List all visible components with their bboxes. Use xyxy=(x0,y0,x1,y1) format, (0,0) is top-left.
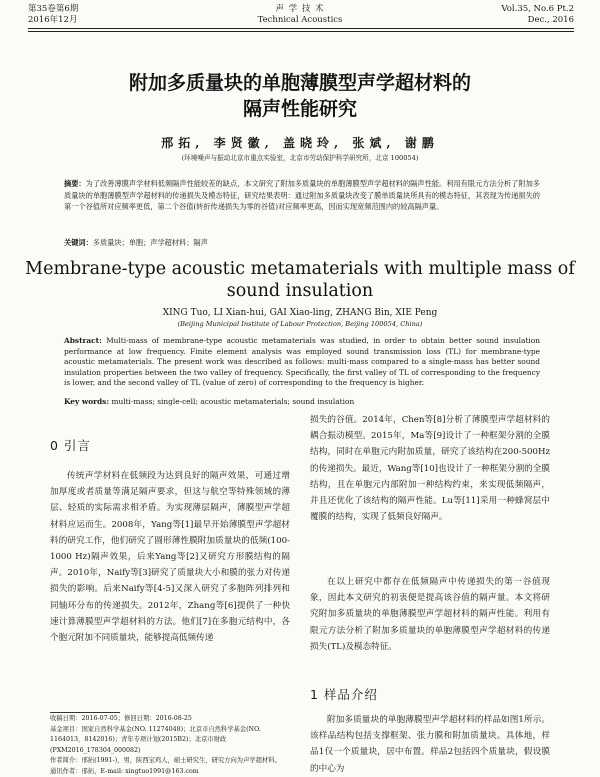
footnote-author: 作者简介：邢拓(1991-)，男，陕西宝鸡人，硕士研究生，研究方向为声学超材料。 xyxy=(50,756,290,767)
cn-abstract-label: 摘要： xyxy=(64,179,86,188)
en-abstract-label: Abstract: xyxy=(64,336,102,345)
cn-title-line1: 附加多质量块的单胞薄膜型声学超材料的 xyxy=(0,71,600,96)
cn-abstract xyxy=(64,178,540,213)
right-paragraph-2: 在以上研究中都存在低频隔声中传递损失的第一谷值现象，因此本文研究的初衷便是提高该谷值的隔声量。本文将研究附加多质量块的单胞薄膜型声学超材料的隔声性能。利用有限元方法分析了附加多质量块的单胞薄膜型声学超材料的传递损失(TL)及模态特征。 xyxy=(310,574,550,655)
en-affiliation: (Beijing Municipal Institute of Labour Protection, Beijing 100054, China) xyxy=(0,319,600,330)
cn-keywords xyxy=(64,237,540,249)
header-journal-en: Technical Acoustics xyxy=(0,15,600,26)
cn-abstract-text: 为了改善薄膜声学材料低频隔声性能较差的缺点，本文研究了附加多质量块的单胞薄膜型声学超材料的隔声性能。利用有限元方法分析了附加多质量块的单胞薄膜型声学超材料的传递损失及模态特征，研究结果表明：通过附加多质量块改变了膜单质量块所具有的模态特征，其表现为传递损失的第一个谷值所对应频率更低，第二个谷值(转折传递损失为零的谷值)对应频率更高，因而实现宽频范围内的较高隔声量。 xyxy=(64,179,540,211)
section-1-paragraph: 附加多质量块的单胞薄膜型声学超材料的样品如图1所示。该样品结构包括支撑框架、张力膜和附加质量块。具体地，样品1仅一个质量块，居中布置。样品2包括四个质量块，假设膜的中心为 xyxy=(310,712,550,777)
en-keywords-text: multi-mass; single-cell; acoustic metamaterials; sound insulation xyxy=(111,397,354,406)
cn-authors: 邢拓, 李贤徽, 盖晓玲, 张斌, 谢鹏 xyxy=(0,134,600,151)
cn-keywords-label: 关键词： xyxy=(64,238,93,247)
section-0-paragraph: 传统声学材料在低频段为达到良好的隔声效果，可通过增加厚度或者质量等满足隔声要求，但这与航空等特殊领域的薄层、轻质的实际需求相矛盾。为实现薄层隔声，薄膜型声学超材料应运而生。2008年，Yang等[1]最早开始薄膜型声学超材料的研究工作，他们研究了圆形薄性膜附加质量块的低频(100-1000 Hz)隔声效果，后来Yang等[2]又研究方形膜结构的隔声。2010年，Naify等[3]研究了质量块大小和膜的张力对传递损失的影响。后来Naify等[4-5]又深入研究了多胞阵列排列和同轴环分布的传递损失。2012年，Zhang等[6]提供了一种快速计算薄膜型声学超材料的方法。他们[7]在多胞元结构中，各个胞元附加不同质量块，能够提高低频传递 xyxy=(50,468,290,646)
footnotes xyxy=(50,714,290,777)
en-title-line2: sound insulation xyxy=(0,280,600,302)
footnote-corresponding: 通讯作者：邢拓，E-mail: xingtuo1991@163.com xyxy=(50,767,290,777)
en-title-line1: Membrane-type acoustic metamaterials with multiple mass of xyxy=(0,258,600,280)
en-keywords-label: Key words: xyxy=(64,397,109,406)
header-journal-cn: 声 学 技 术 xyxy=(0,4,600,15)
cn-keywords-text: 多质量块；单胞；声学超材料；隔声 xyxy=(93,238,208,247)
header-volume: 第35卷第6期 xyxy=(28,4,78,15)
cn-affiliation: (环境噪声与振动北京市重点实验室，北京市劳动保护科学研究所，北京 100054) xyxy=(0,153,600,164)
header-date: 2016年12月 xyxy=(28,15,77,26)
section-0-heading: 0 引言 xyxy=(50,436,91,454)
en-abstract-text: Multi-mass of membrane-type acoustic metamaterials was studied, in order to obtain better sound insulation performance at low frequency. Finite element analysis was employed sound transmission loss (TL) for membrane-type acoustic metamaterials. The present work was described as follows: multi-mass compared to a single-mass has better sound insulation properties between the two valley of frequency. Specifically, the first valley of TL of corresponding to the frequency is lower, and the second valley of TL (value of zero) of corresponding to the frequency is higher. xyxy=(64,336,540,387)
right-paragraph-1: 损失的谷值。2014年，Chen等[8]分析了薄膜型声学超材料的耦合振动模型。2015年，Ma等[9]设计了一种框架分割的全膜结构，同时在单胞元内附加质量，研究了该结构在200-500Hz的传递损失。最近，Wang等[10]也设计了一种框架分割的全膜结构，且在单胞元内部附加一种结构约束，来实现低频隔声，并且还优化了该结构的隔声性能。Lu等[11]采用一种蜂窝层中覆膜的结构，实现了低频良好隔声。 xyxy=(310,412,550,525)
cn-title-line2: 隔声性能研究 xyxy=(0,97,600,122)
section-1-heading: 1 样品介绍 xyxy=(310,685,378,703)
header-rule-thin xyxy=(28,31,574,32)
footnote-funding: 基金项目：国家自然科学基金(NO. 11274048)；北京市自然科学基金(NO. 1164013，8142016)；青年专项计划(2015B2)；北京市财政(PXM2016_178304_000082) xyxy=(50,725,290,757)
footnote-rule xyxy=(50,712,120,713)
en-keywords xyxy=(64,397,540,408)
footnote-received: 收稿日期：2016-07-05；修回日期：2016-08-25 xyxy=(50,714,290,725)
header-rule xyxy=(28,28,574,29)
en-authors: XING Tuo, LI Xian-hui, GAI Xiao-ling, ZHANG Bin, XIE Peng xyxy=(0,308,600,318)
header-date-en: Dec., 2016 xyxy=(528,15,574,26)
en-abstract xyxy=(64,336,540,389)
header-volume-en: Vol.35, No.6 Pt.2 xyxy=(501,4,574,15)
